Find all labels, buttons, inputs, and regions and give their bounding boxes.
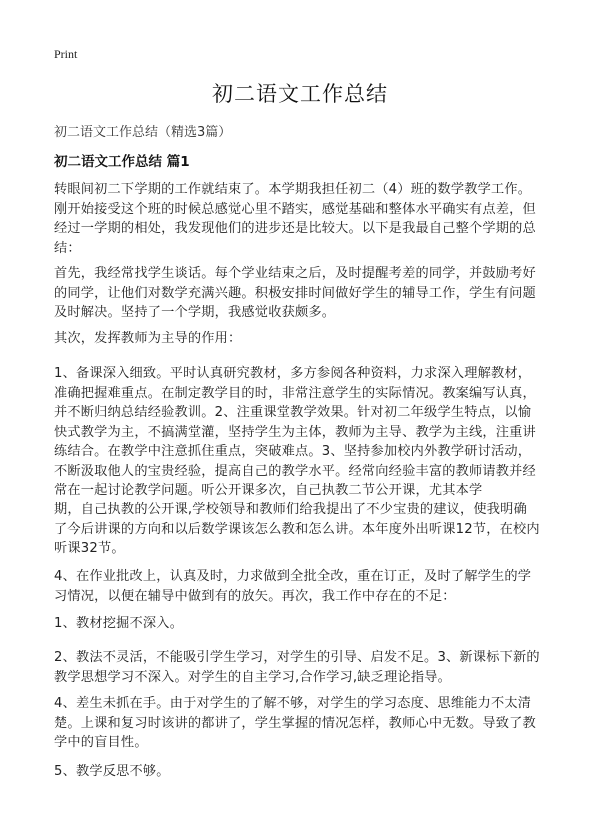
text-line: 刚开始接受这个班的时候总感觉心里不踏实，感觉基础和整体水平确实有点差，但: [54, 201, 536, 217]
text-line: 了今后讲课的方向和以后数学课该怎么教和怎么讲。本年度外出听课12节，在校内: [54, 521, 540, 537]
print-label: Print: [54, 47, 78, 61]
document-subtitle: 初二语文工作总结（精选3篇）: [54, 125, 232, 140]
text-line: 听课32节。: [54, 541, 125, 556]
paragraph-open-class: [54, 500, 574, 559]
text-line: 常在一起讨论教学问题。听公开课多次，自己执教二节公开课，尤其本学: [54, 483, 483, 498]
text-line: 经过一学期的相处，我发现他们的进步还是比较大。以下是我最自己整个学期的总: [54, 221, 536, 236]
text-line: 的同学，让他们对数学充满兴趣。积极安排时间做好学生的辅导工作，学生有问题: [54, 285, 536, 301]
text-line: 并不断归纳总结经验教训。2、注重课堂教学效果。针对初二年级学生特点，以愉: [54, 405, 532, 420]
text-line: 快式教学为主，不搞满堂灌，坚持学生为主体，教师为主导、教学为主线，注重讲: [54, 424, 536, 440]
text-line: 及时解决。坚持了一个学期，我感觉收获颇多。: [54, 305, 336, 320]
paragraph-intro: [54, 180, 574, 258]
text-line: 习情况，以便在辅导中做到有的放矢。再次，我工作中存在的不足：: [54, 588, 456, 604]
text-line: 1、教材挖掘不深入。: [54, 616, 184, 631]
text-line: 结：: [54, 240, 81, 256]
text-line: 练结合。在教学中注意抓住重点，突破难点。3、坚持参加校内外教学研讨活动，: [54, 444, 532, 459]
text-line: 2、教法不灵活，不能吸引学生学习，对学生的引导、启发不足。3、新课标下新的: [54, 650, 540, 665]
text-line: 教学思想学习不深入。对学生的自主学习,合作学习,缺乏理论指导。: [54, 669, 452, 685]
text-line: 不断汲取他人的宝贵经验，提高自己的教学水平。经常向经验丰富的教师请教并经: [54, 463, 536, 479]
text-line: 准确把握难重点。在制定教学目的时，非常注意学生的实际情况。教案编写认真，: [54, 385, 536, 401]
section-heading: 初二语文工作总结 篇1: [54, 154, 190, 170]
text-line: 1、备课深入细致。平时认真研究教材，多方参阅各种资料，力求深入理解教材，: [54, 366, 532, 381]
paragraph-shortcoming-2-3: [54, 648, 574, 687]
text-line: 学中的盲目性。: [54, 735, 148, 750]
paragraph-shortcoming-5: [54, 762, 574, 782]
text-line: 4、差生未抓在手。由于对学生的了解不够，对学生的学习态度、思维能力不太清: [54, 696, 532, 711]
paragraph-teaching-points: [54, 364, 574, 501]
text-line: 期，自己执教的公开课,学校领导和教师们给我提出了不少宝贵的建议，使我明确: [54, 502, 527, 517]
text-line: 转眼间初二下学期的工作就结束了。本学期我担任初二（4）班的数学教学工作。: [54, 182, 532, 197]
paragraph-first: [54, 264, 574, 323]
text-line: 其次，发挥教师为主导的作用：: [54, 331, 242, 346]
text-line: 首先，我经常找学生谈话。每个学业结束之后，及时提醒考差的同学，并鼓励考好: [54, 266, 536, 281]
paragraph-homework: [54, 567, 574, 606]
text-line: 楚。上课和复习时该讲的都讲了，学生掌握的情况怎样，教师心中无数。导致了教: [54, 715, 536, 731]
paragraph-shortcoming-1: [54, 614, 574, 634]
paragraph-shortcoming-4: [54, 694, 574, 753]
text-line: 4、在作业批改上，认真及时，力求做到全批全改，重在订正，及时了解学生的学: [54, 569, 532, 584]
document-title: 初二语文工作总结: [212, 82, 388, 106]
paragraph-second: [54, 329, 574, 349]
text-line: 5、教学反思不够。: [54, 764, 170, 779]
